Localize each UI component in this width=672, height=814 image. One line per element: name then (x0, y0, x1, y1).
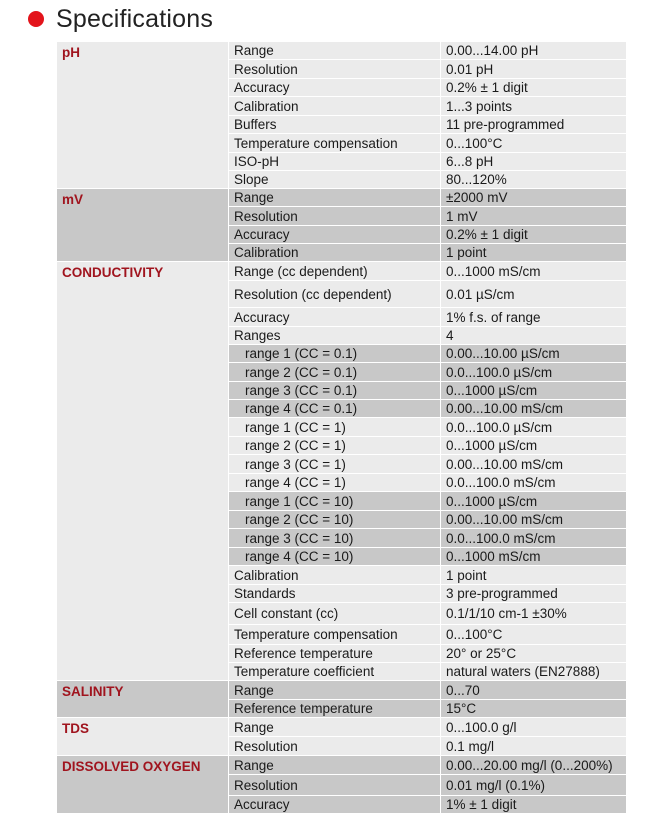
parameter-value: 15°C (441, 700, 627, 718)
parameter-label: Ranges (229, 327, 441, 345)
parameter-value: 0...100°C (441, 134, 627, 153)
parameter-label: Temperature compensation (229, 134, 441, 153)
spec-row (57, 42, 627, 60)
parameter-label: Accuracy (229, 79, 441, 97)
parameter-value: 6...8 pH (441, 153, 627, 171)
parameter-value: 0...100°C (441, 625, 627, 645)
parameter-label: range 1 (CC = 0.1) (229, 345, 441, 363)
parameter-label: Temperature coefficient (229, 663, 441, 681)
category-label: DISSOLVED OXYGEN (57, 756, 229, 814)
parameter-label: Range (229, 42, 441, 60)
parameter-label: range 2 (CC = 0.1) (229, 363, 441, 382)
parameter-label: ISO-pH (229, 153, 441, 171)
parameter-value: 0.0...100.0 µS/cm (441, 418, 627, 437)
specifications-table-body (57, 42, 627, 814)
parameter-value: 1 point (441, 566, 627, 585)
parameter-value: 0.00...10.00 mS/cm (441, 511, 627, 529)
parameter-value: ±2000 mV (441, 189, 627, 207)
spec-row (57, 262, 627, 281)
parameter-value: 1% ± 1 digit (441, 796, 627, 814)
parameter-value: 0...1000 µS/cm (441, 437, 627, 455)
parameter-label: Resolution (229, 207, 441, 226)
parameter-label: Resolution (229, 775, 441, 796)
parameter-value: 0.00...10.00 mS/cm (441, 400, 627, 418)
category-label: TDS (57, 718, 229, 756)
parameter-value: 0.00...20.00 mg/l (0...200%) (441, 756, 627, 775)
parameter-value: 1...3 points (441, 97, 627, 116)
parameter-label: Slope (229, 171, 441, 189)
parameter-value: 0.00...14.00 pH (441, 42, 627, 60)
spec-row (57, 756, 627, 775)
parameter-label: Calibration (229, 244, 441, 262)
parameter-value: 11 pre-programmed (441, 116, 627, 134)
parameter-value: 0.01 pH (441, 60, 627, 79)
parameter-value: 0.1 mg/l (441, 737, 627, 756)
page-title: Specifications (56, 4, 214, 33)
parameter-value: 0...1000 µS/cm (441, 492, 627, 511)
parameter-label: Standards (229, 585, 441, 603)
parameter-label: range 1 (CC = 1) (229, 418, 441, 437)
parameter-value: 0.2% ± 1 digit (441, 79, 627, 97)
parameter-label: Cell constant (cc) (229, 603, 441, 625)
parameter-value: 0...1000 mS/cm (441, 262, 627, 281)
spec-row (57, 718, 627, 737)
parameter-value: 0...1000 mS/cm (441, 548, 627, 566)
parameter-label: Temperature compensation (229, 625, 441, 645)
category-label: SALINITY (57, 681, 229, 718)
parameter-value: 3 pre-programmed (441, 585, 627, 603)
parameter-label: range 2 (CC = 10) (229, 511, 441, 529)
parameter-label: Range (229, 756, 441, 775)
category-label: CONDUCTIVITY (57, 262, 229, 681)
parameter-label: Calibration (229, 97, 441, 116)
parameter-label: Reference temperature (229, 700, 441, 718)
parameter-value: 0...100.0 g/l (441, 718, 627, 737)
parameter-value: 0.01 mg/l (0.1%) (441, 775, 627, 796)
parameter-label: range 2 (CC = 1) (229, 437, 441, 455)
parameter-label: range 3 (CC = 10) (229, 529, 441, 548)
parameter-label: Resolution (229, 737, 441, 756)
parameter-label: Range (229, 681, 441, 700)
category-label: pH (57, 42, 229, 189)
parameter-value: 0.00...10.00 mS/cm (441, 455, 627, 474)
parameter-label: range 4 (CC = 1) (229, 474, 441, 492)
red-bullet-icon (28, 11, 44, 27)
parameter-value: 0...70 (441, 681, 627, 700)
parameter-value: natural waters (EN27888) (441, 663, 627, 681)
parameter-label: Accuracy (229, 796, 441, 814)
parameter-value: 4 (441, 327, 627, 345)
parameter-value: 1% f.s. of range (441, 308, 627, 327)
parameter-label: Range (cc dependent) (229, 262, 441, 281)
parameter-label: range 4 (CC = 10) (229, 548, 441, 566)
parameter-label: range 3 (CC = 0.1) (229, 382, 441, 400)
parameter-label: Resolution (229, 60, 441, 79)
parameter-value: 80...120% (441, 171, 627, 189)
specifications-table (56, 41, 627, 814)
parameter-label: Reference temperature (229, 645, 441, 663)
parameter-value: 1 mV (441, 207, 627, 226)
parameter-value: 0.01 µS/cm (441, 281, 627, 308)
parameter-label: Resolution (cc dependent) (229, 281, 441, 308)
parameter-value: 0.1/1/10 cm-1 ±30% (441, 603, 627, 625)
parameter-label: Accuracy (229, 308, 441, 327)
parameter-value: 1 point (441, 244, 627, 262)
page-header (28, 2, 213, 36)
parameter-label: range 1 (CC = 10) (229, 492, 441, 511)
parameter-label: Buffers (229, 116, 441, 134)
parameter-label: range 4 (CC = 0.1) (229, 400, 441, 418)
parameter-value: 0.0...100.0 mS/cm (441, 529, 627, 548)
parameter-value: 0.0...100.0 µS/cm (441, 363, 627, 382)
parameter-label: Calibration (229, 566, 441, 585)
parameter-value: 0.0...100.0 mS/cm (441, 474, 627, 492)
parameter-value: 0.2% ± 1 digit (441, 226, 627, 244)
parameter-label: Accuracy (229, 226, 441, 244)
spec-row (57, 681, 627, 700)
parameter-label: range 3 (CC = 1) (229, 455, 441, 474)
parameter-label: Range (229, 189, 441, 207)
category-label: mV (57, 189, 229, 262)
parameter-label: Range (229, 718, 441, 737)
parameter-value: 0.00...10.00 µS/cm (441, 345, 627, 363)
spec-row (57, 189, 627, 207)
parameter-value: 20° or 25°C (441, 645, 627, 663)
parameter-value: 0...1000 µS/cm (441, 382, 627, 400)
